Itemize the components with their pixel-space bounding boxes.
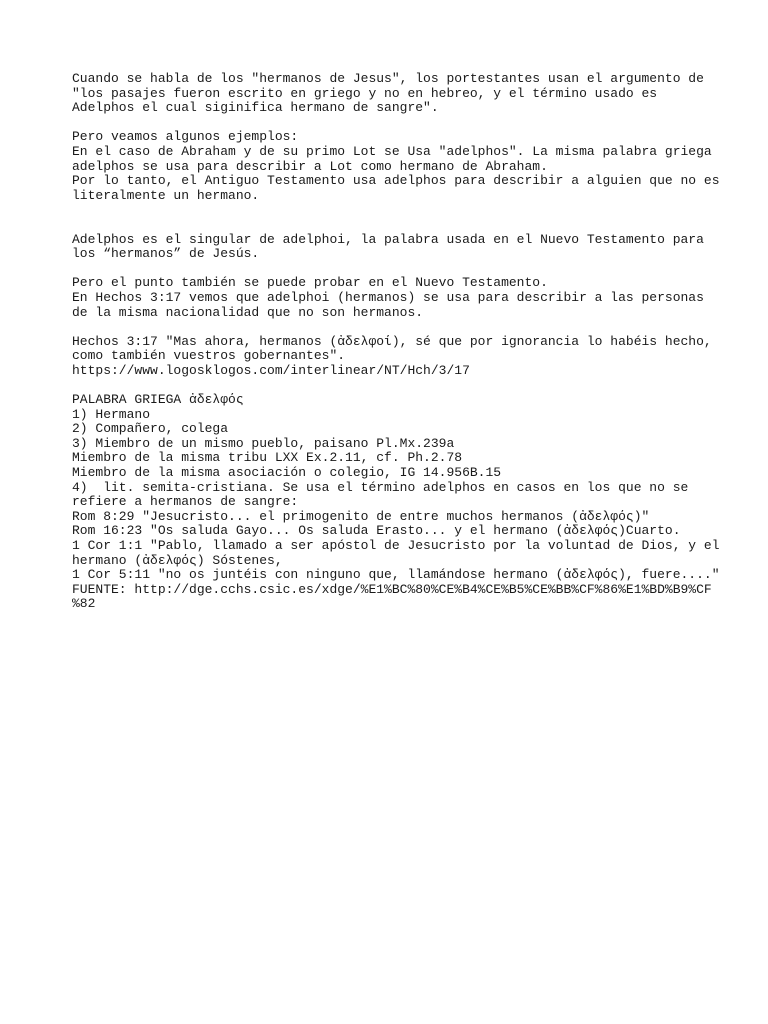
- text-line: hermano (ἀδελφός) Sóstenes,: [72, 552, 283, 568]
- paragraph-5: [72, 335, 712, 379]
- text-line: Por lo tanto, el Antiguo Testamento usa adelphos para describir a alguien que no es: [72, 173, 720, 189]
- text-line: como también vuestros gobernantes".: [72, 348, 346, 364]
- text-line: %82: [72, 596, 96, 612]
- paragraph-6: [72, 392, 720, 612]
- text-line: 4) lit. semita-cristiana. Se usa el término adelphos en casos en los que no se: [72, 479, 689, 495]
- text-line: adelphos se usa para describir a Lot como hermano de Abraham.: [72, 158, 548, 174]
- document-page: [72, 71, 720, 627]
- paragraph-3: [72, 233, 712, 262]
- text-line: literalmente un hermano.: [72, 187, 260, 203]
- paragraph-2: [72, 129, 720, 203]
- text-line: Rom 8:29 "Jesucristo... el primogenito de entre muchos hermanos (ἀδελφός)": [72, 508, 650, 524]
- text-line: Pero veamos algunos ejemplos:: [72, 129, 299, 145]
- text-line: https://www.logosklogos.com/interlinear/NT/Hch/3/17: [72, 362, 470, 378]
- text-line: Pero el punto también se puede probar en el Nuevo Testamento.: [72, 275, 548, 291]
- text-line: Adelphos es el singular de adelphoi, la palabra usada en el Nuevo Testamento para: [72, 231, 704, 247]
- paragraph-1: [72, 72, 712, 116]
- text-line: En Hechos 3:17 vemos que adelphoi (hermanos) se usa para describir a las personas: [72, 289, 704, 305]
- paragraph-4: [72, 276, 712, 320]
- text-line: FUENTE: http://dge.cchs.csic.es/xdge/%E1%BC%80%CE%B4%CE%B5%CE%BB%CF%86%E1%BD%B9%CF: [72, 581, 712, 597]
- text-line: Rom 16:23 "Os saluda Gayo... Os saluda Erasto... y el hermano (ἀδελφός)Cuarto.: [72, 523, 681, 539]
- text-line: Cuando se habla de los "hermanos de Jesus", los portestantes usan el argumento de: [72, 71, 704, 86]
- text-line: Hechos 3:17 "Mas ahora, hermanos (ἀδελφοί), sé que por ignorancia lo habéis hecho,: [72, 333, 712, 349]
- text-line: 1) Hermano: [72, 406, 151, 422]
- text-line: PALABRA GRIEGA ἀδελφός: [72, 392, 244, 408]
- text-line: "los pasajes fueron escrito en griego y no en hebreo, y el término usado es: [72, 85, 658, 101]
- text-line: refiere a hermanos de sangre:: [72, 494, 299, 510]
- text-line: Miembro de la misma asociación o colegio, IG 14.956B.15: [72, 465, 502, 481]
- text-line: Miembro de la misma tribu LXX Ex.2.11, cf. Ph.2.78: [72, 450, 463, 466]
- text-line: 1 Cor 5:11 "no os juntéis con ninguno que, llamándose hermano (ἀδελφός), fuere....": [72, 567, 720, 583]
- text-line: 2) Compañero, colega: [72, 421, 229, 437]
- text-line: de la misma nacionalidad que no son hermanos.: [72, 304, 424, 320]
- text-line: En el caso de Abraham y de su primo Lot se Usa "adelphos". La misma palabra griega: [72, 143, 712, 159]
- text-line: los “hermanos” de Jesús.: [72, 246, 260, 262]
- text-line: 1 Cor 1:1 "Pablo, llamado a ser apóstol de Jesucristo por la voluntad de Dios, y el: [72, 538, 720, 553]
- text-line: 3) Miembro de un mismo pueblo, paisano Pl.Mx.239a: [72, 435, 455, 451]
- text-line: Adelphos el cual siginifica hermano de sangre".: [72, 100, 439, 116]
